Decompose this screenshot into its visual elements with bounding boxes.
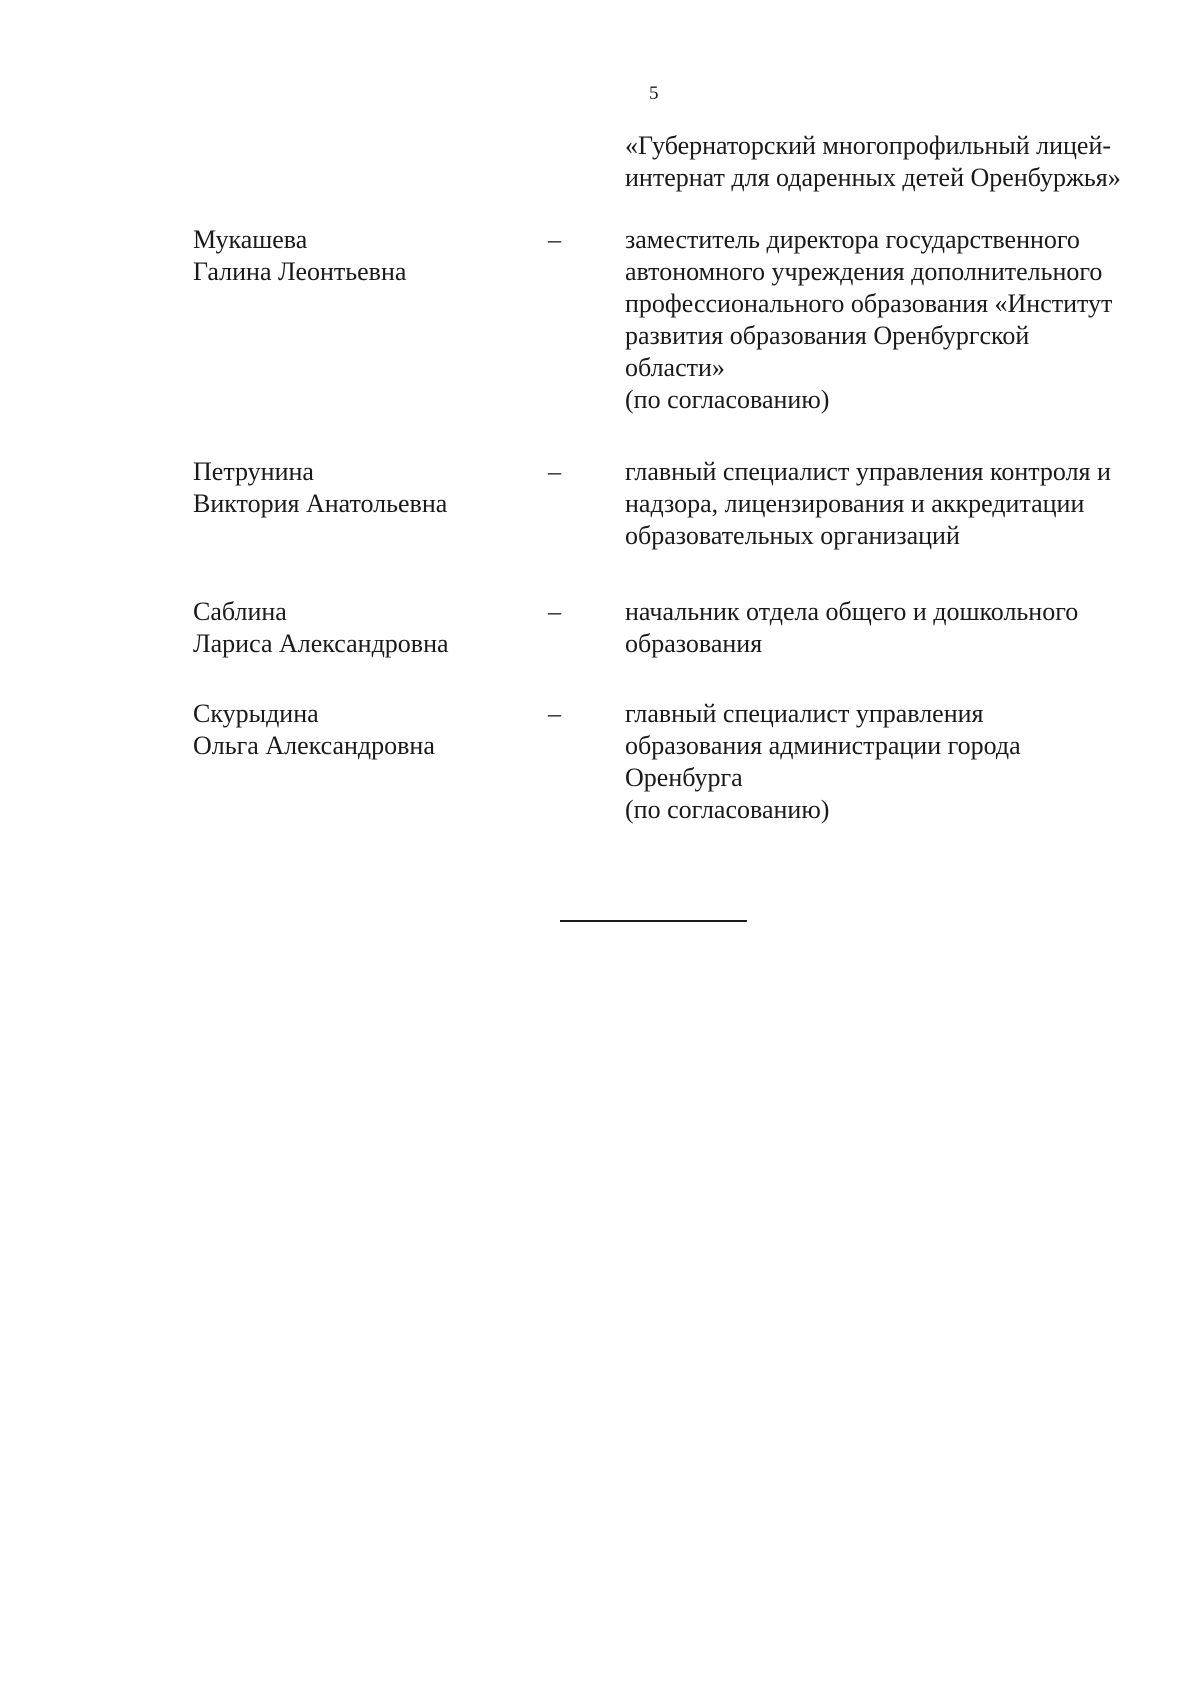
member-dash: –	[548, 699, 561, 728]
member-name: Петрунина Виктория Анатольевна	[193, 457, 448, 518]
member-row	[193, 224, 1193, 416]
member-name: Скурыдина Ольга Александровна	[193, 699, 435, 760]
member-dash: –	[548, 457, 561, 486]
member-role: главный специалист управления образования администрации города Оренбурга (по согласованию)	[625, 699, 1021, 824]
members-list	[193, 224, 1193, 826]
member-role: главный специалист управления контроля и надзора, лицензирования и аккредитации образовательных организаций	[625, 457, 1111, 550]
member-name: Мукашева Галина Леонтьевна	[193, 225, 407, 286]
member-name: Саблина Лариса Александровна	[193, 597, 449, 658]
member-role: начальник отдела общего и дошкольного образования	[625, 597, 1079, 658]
member-row	[193, 596, 1193, 660]
member-row	[193, 698, 1193, 826]
member-row	[193, 456, 1193, 552]
member-dash: –	[548, 225, 561, 254]
member-role: заместитель директора государственного автономного учреждения дополнительного профессионального образования «Институт развития образования Оренбургской области» (по согласованию)	[625, 225, 1113, 414]
page-number: 5	[649, 83, 659, 104]
member-dash: –	[548, 597, 561, 626]
end-separator-line	[560, 920, 747, 922]
continuation-text: «Губернаторский многопрофильный лицей- интернат для одаренных детей Оренбуржья»	[625, 131, 1121, 192]
